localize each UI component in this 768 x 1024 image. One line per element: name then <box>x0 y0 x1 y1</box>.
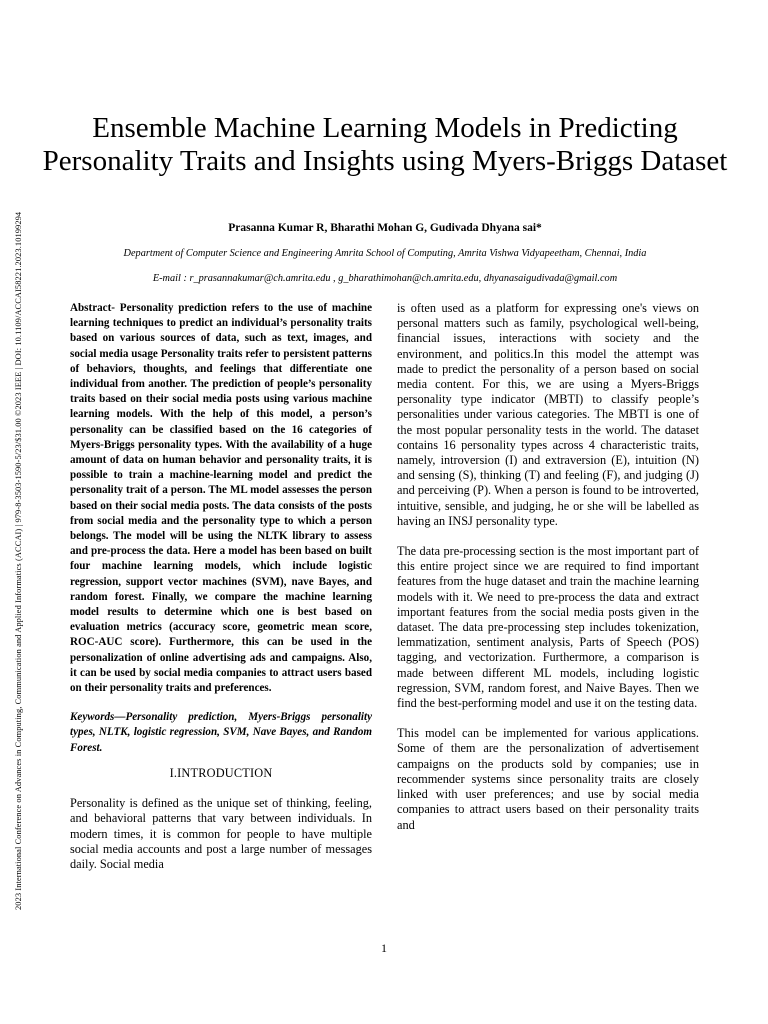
preprocessing-paragraph: The data pre-processing section is the most important part of this entire project since we are required to find important features from the huge dataset and train the machine learning models with it. We need to pre-process the data and extract important features from the social media posts given in the dataset. The data pre-processing step includes tokenization, lemmatization, sentiment analysis, Parts of Speech (POS) tagging, and vectorization. Furthermore, a comparison is made between different ML models, including logistic regression, SVM, random forest, and Naive Bayes. Then we find the best-performing model and use it on the testing data. <box>397 544 699 711</box>
affiliation: Department of Computer Science and Engineering Amrita School of Computing, Amrita Vishwa Vidyapeetham, Chennai, India <box>123 248 647 259</box>
applications-paragraph: This model can be implemented for various applications. Some of them are the personalization of advertisement campaigns on the products sold by companies; use in recommender systems since personality traits are closely linked with user preferences; and use by social media companies to attract users based on their personality traits and <box>397 726 699 832</box>
paper-title: Ensemble Machine Learning Models in Predicting Personality Traits and Insights using Myers-Briggs Dataset <box>42 112 728 177</box>
abstract: Abstract- Personality prediction refers to the use of machine learning techniques to predict an individual’s personality traits based on various sources of data, such as text, images, and social media usage Personality traits refer to persistent patterns of behaviors, thoughts, and feelings that differentiate one individual from another. The prediction of people’s personality traits based on their social media posts using various machine learning models. With the help of this model, a person’s personality can be classified based on the 16 categories of Myers-Briggs personality types. With the availability of a huge amount of data on human behavior and personality traits, it is possible to train a machine-learning model and predict the personality trait of a person. The ML model assesses the person based on their social media posts. The data consists of the posts from social media and the personality type to which a person belongs. The model will be using the NLTK library to assess and pre-process the data. Here a model has been based on built four machine learning models, which include logistic regression, support vector machines (SVM), nave Bayes, and random forest. Finally, we compare the machine learning model results to determine which one is best based on evaluation metrics (accuracy score, geometric mean score, ROC-AUC score). Furthermore, this can be used in the personalization of online advertising ads and campaigns. Also, it can be used by social media companies to attract users based on their personality traits and preferences. <box>70 302 372 695</box>
page-number: 1 <box>381 941 387 955</box>
author-list: Prasanna Kumar R, Bharathi Mohan G, Gudivada Dhyana sai* <box>228 222 542 234</box>
section-heading-introduction: I.INTRODUCTION <box>169 765 273 780</box>
conference-doi-note: 2023 International Conference on Advances in Computing, Communication and Applied Informatics (ACCAI) | 979-8-3503-1590-5/23/$31.00 ©2023 IEEE | DOI: 10.1109/ACCAI58221.2023.10199294 <box>14 211 23 910</box>
intro-paragraph: Personality is defined as the unique set of thinking, feeling, and behavioral patterns that vary between individuals. In modern times, it is common for people to have multiple social media accounts and post a large number of messages daily. Social media <box>70 796 372 871</box>
keywords: Keywords—Personality prediction, Myers-Briggs personality types, NLTK, logistic regression, SVM, Nave Bayes, and Random Forest. <box>70 711 372 754</box>
left-column <box>70 301 372 872</box>
right-column <box>397 301 699 833</box>
author-emails: E-mail : r_prasannakumar@ch.amrita.edu , g_bharathimohan@ch.amrita.edu, dhyanasaigudivada@gmail.com <box>152 273 618 284</box>
intro-paragraph-continued: is often used as a platform for expressing one's views on personal matters such as family, psychological well-being, financial issues, interactions with society and the environment, and politics.In this model the attempt was made to predict the personality of a person based on social media content. For this, we are using a Myers-Briggs personality type indicator (MBTI) to classify people’s personalities under various categories. The MBTI is one of the most popular personality tests in the world. The dataset contains 16 personality types across 4 characteristic traits, namely, introversion (I) and extraversion (E), intuition (N) and sensing (S), thinking (T) and feeling (F), and judging (J) and perceiving (P). When a person is found to be introverted, intuitive, sensible, and judging, he or she will be labelled as having an INSJ personality type. <box>397 301 699 528</box>
